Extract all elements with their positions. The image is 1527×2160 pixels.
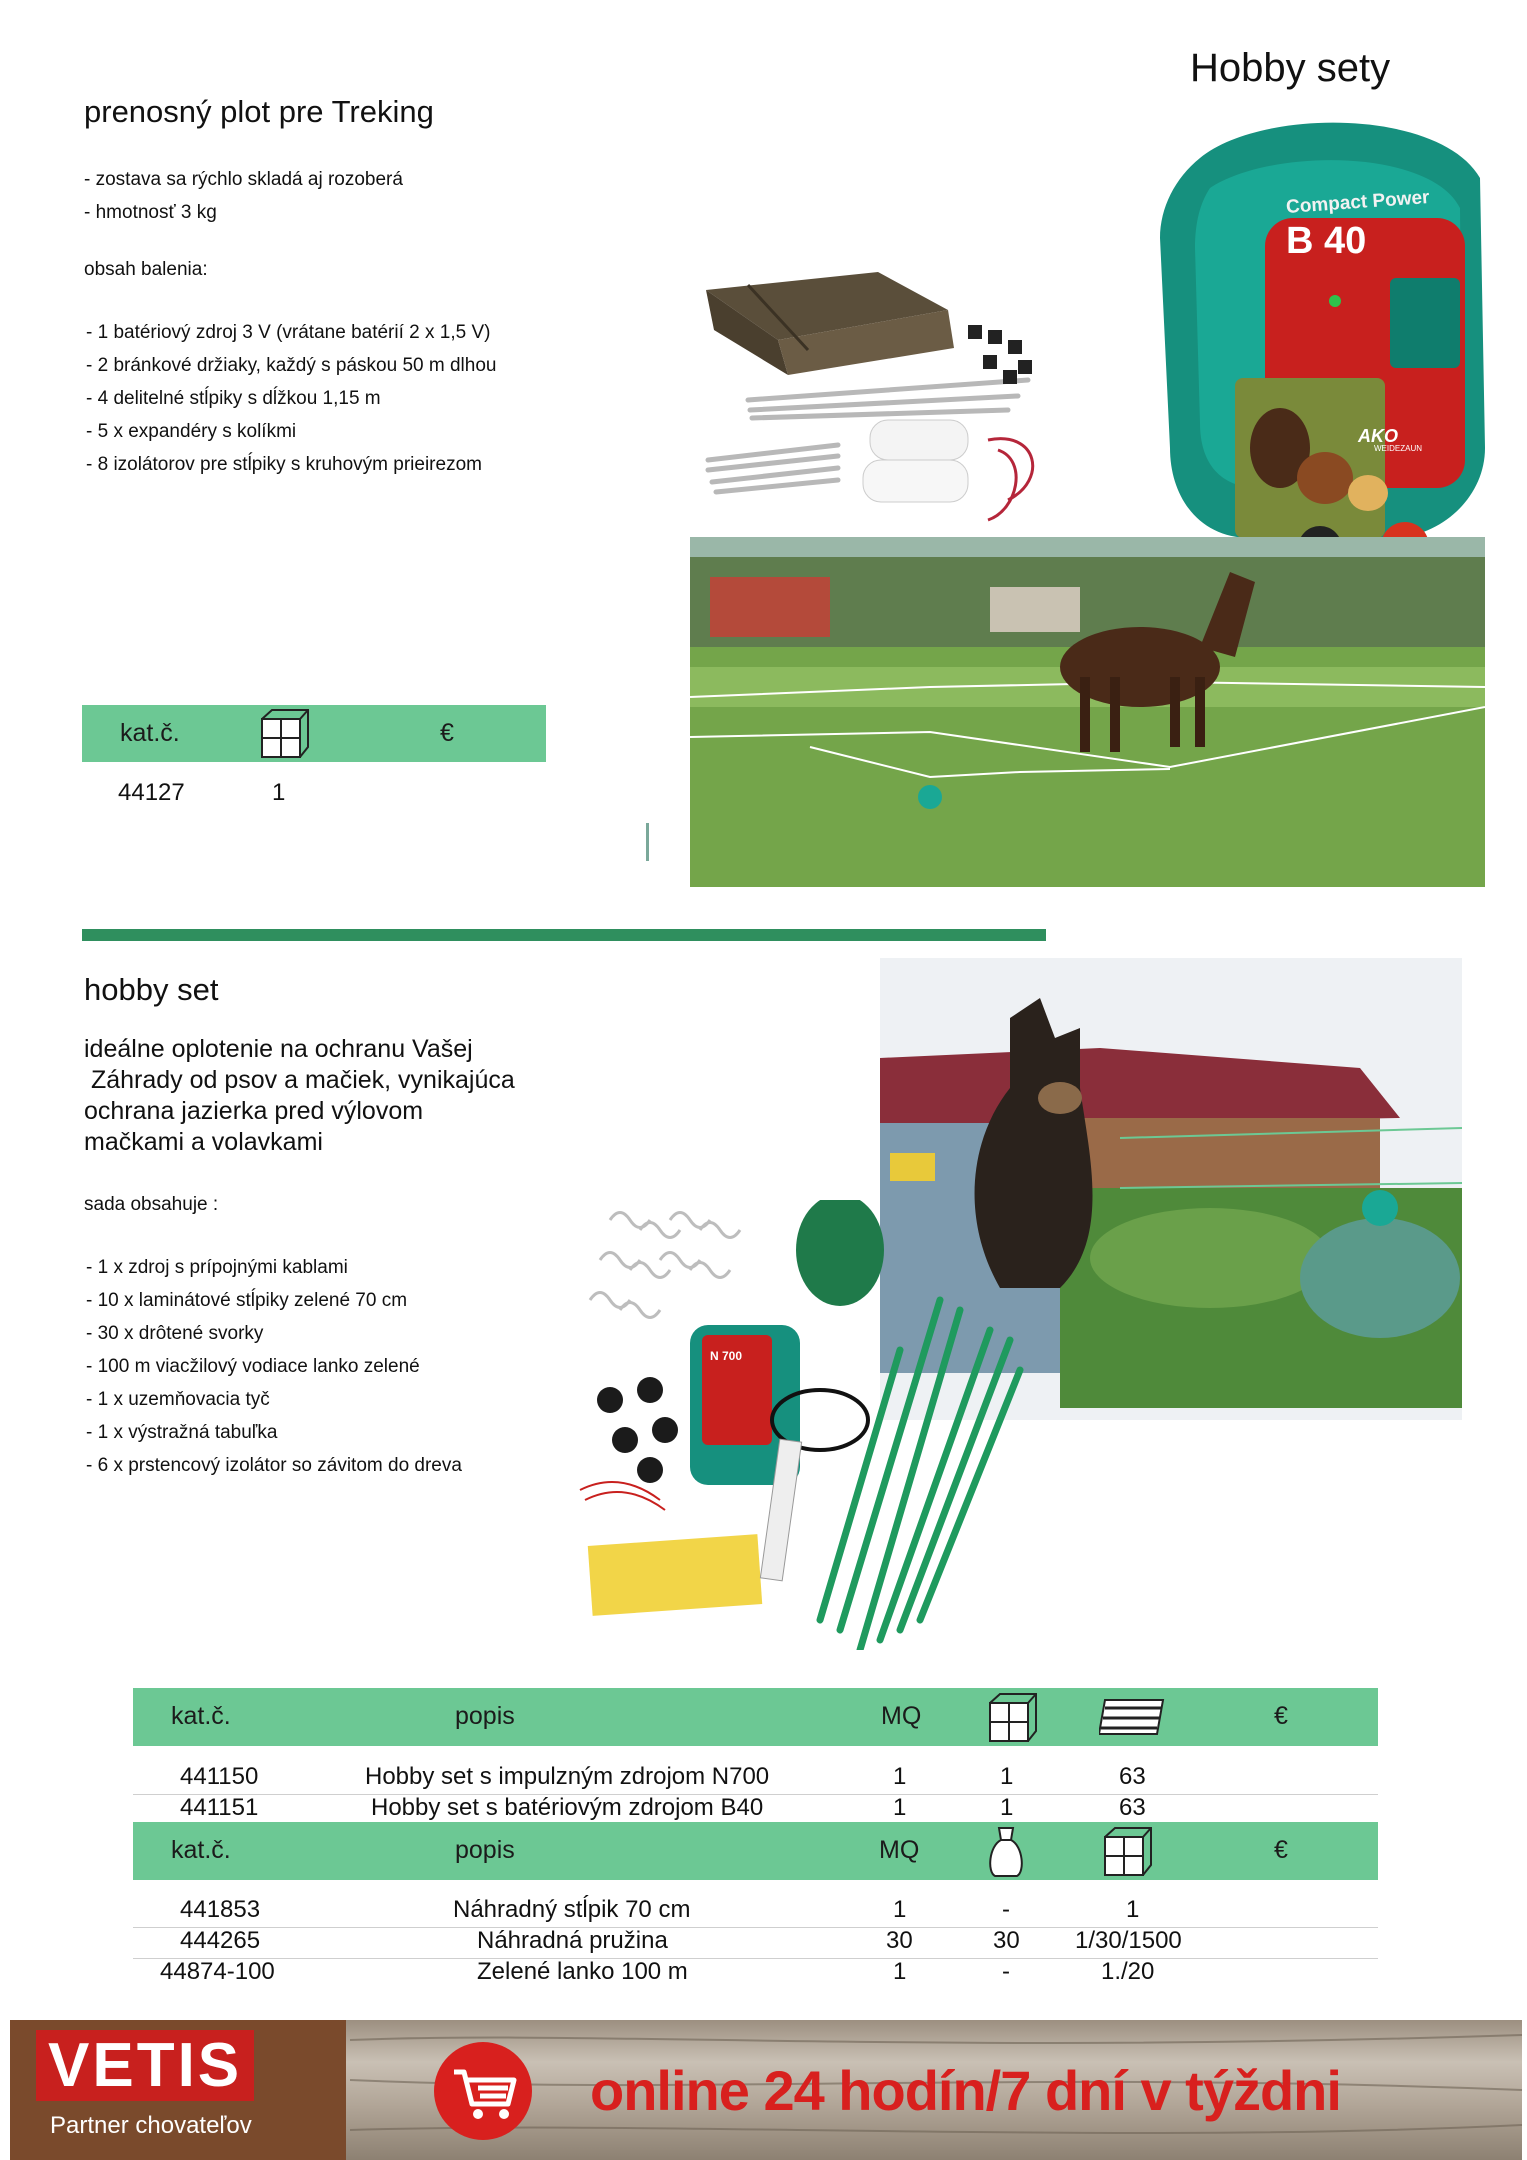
t2-row2-mq: 30 (886, 1927, 913, 1954)
t2-row1-mq: 1 (893, 1896, 907, 1923)
section2-description (84, 1034, 515, 1158)
t1-row1-kat: 441150 (180, 1763, 259, 1790)
header-popis: popis (455, 1702, 515, 1730)
device-n700-label: N 700 (710, 1349, 743, 1363)
table2-header (133, 1822, 1378, 1880)
vetis-logo: VETIS (36, 2030, 254, 2101)
list-item: - 1 x uzemňovacia tyč (86, 1389, 270, 1410)
t1-row1-mq: 1 (893, 1763, 907, 1790)
header-mq: MQ (881, 1702, 922, 1730)
header-kat: kat.č. (120, 719, 180, 747)
box-icon (258, 707, 312, 761)
header-popis: popis (455, 1836, 515, 1864)
description-line: mačkami a volavkami (84, 1128, 323, 1156)
cart-icon (434, 2042, 532, 2140)
vetis-tagline: Partner chovateľov (50, 2112, 252, 2139)
device-maker-sub: WEIDEZAUN (1374, 444, 1422, 453)
t1-row2-c5: 63 (1119, 1794, 1146, 1821)
header-price: € (1274, 1836, 1288, 1864)
section1-contents-label: obsah balenia: (84, 259, 208, 280)
header-kat: kat.č. (171, 1836, 231, 1864)
t1-row2-c4: 1 (1000, 1794, 1014, 1821)
section1-title: prenosný plot pre Treking (84, 94, 434, 129)
t2-row3-kat: 44874-100 (160, 1958, 275, 1985)
device-maker: AKO (1358, 426, 1398, 446)
vetis-logo-box (10, 2020, 346, 2160)
t2-row1-popis: Náhradný stĺpik 70 cm (453, 1896, 691, 1923)
section2-contents-label: sada obsahuje : (84, 1194, 219, 1215)
row-pack: 1 (272, 779, 286, 806)
list-item: - 2 bránkové držiaky, každý s páskou 50 m dlhou (86, 355, 497, 376)
t2-row3-popis: Zelené lanko 100 m (477, 1958, 688, 1985)
header-price: € (440, 719, 454, 747)
description-line: Záhrady od psov a mačiek, vynikajúca (84, 1066, 515, 1094)
t2-row1-kat: 441853 (180, 1896, 261, 1923)
t1-row2-mq: 1 (893, 1794, 907, 1821)
feature-item: - hmotnosť 3 kg (84, 202, 217, 223)
header-kat: kat.č. (171, 1702, 231, 1730)
pallet-icon (1099, 1696, 1165, 1738)
list-item: - 30 x drôtené svorky (86, 1323, 264, 1344)
t2-row2-kat: 444265 (180, 1927, 261, 1954)
section1-contents-list (86, 316, 496, 481)
device-model: B 40 (1286, 220, 1367, 262)
list-item: - 4 delitelné stĺpiky s dĺžkou 1,15 m (86, 388, 381, 409)
header-price: € (1274, 1702, 1288, 1730)
box-icon (986, 1691, 1040, 1745)
section-divider (82, 929, 1046, 941)
hobby-kit-illustration (540, 1200, 1100, 1650)
t2-row3-c5: 1./20 (1101, 1958, 1155, 1985)
section2-title: hobby set (84, 972, 219, 1007)
table-divider-mark (646, 823, 649, 861)
bag-icon (987, 1824, 1025, 1878)
t1-row1-c4: 1 (1000, 1763, 1014, 1790)
page-title: Hobby sety (1190, 46, 1391, 90)
row-divider (133, 1958, 1378, 1959)
t2-row2-c5: 1/30/1500 (1075, 1927, 1182, 1954)
b40-device-illustration (1140, 118, 1495, 583)
t2-row2-c4: 30 (993, 1927, 1020, 1954)
list-item: - 8 izolátorov pre stĺpiky s kruhovým prieirezom (86, 454, 482, 475)
t1-row1-c5: 63 (1119, 1763, 1146, 1790)
horse-field-photo (690, 537, 1485, 887)
list-item: - 1 x zdroj s prípojnými kablami (86, 1257, 348, 1278)
list-item: - 100 m viacžilový vodiace lanko zelené (86, 1356, 420, 1377)
treking-kit-illustration (688, 260, 1048, 540)
t2-row2-popis: Náhradná pružina (477, 1927, 668, 1954)
t2-row3-c4: - (1002, 1958, 1010, 1985)
section1-features (84, 163, 403, 229)
t2-row1-c4: - (1002, 1896, 1010, 1923)
t2-row1-c5: 1 (1126, 1896, 1140, 1923)
list-item: - 1 batériový zdroj 3 V (vrátane batérií 2 x 1,5 V) (86, 322, 491, 343)
device-brand: Compact Power (1285, 187, 1431, 218)
list-item: - 10 x laminátové stĺpiky zelené 70 cm (86, 1290, 408, 1311)
list-item: - 6 x prstencový izolátor so závitom do dreva (86, 1455, 462, 1476)
t1-row1-popis: Hobby set s impulzným zdrojom N700 (365, 1763, 770, 1790)
section2-contents-list (86, 1251, 462, 1482)
section1-table-header (82, 705, 546, 762)
feature-item: - zostava sa rýchlo skladá aj rozoberá (84, 169, 403, 190)
header-mq: MQ (879, 1836, 920, 1864)
description-line: ochrana jazierka pred výlovom (84, 1097, 424, 1125)
t2-row3-mq: 1 (893, 1958, 907, 1985)
table1-header (133, 1688, 1378, 1746)
list-item: - 1 x výstražná tabuľka (86, 1422, 278, 1443)
description-line: ideálne oplotenie na ochranu Vašej (84, 1035, 473, 1063)
row-kat: 44127 (118, 779, 185, 806)
box-icon (1101, 1825, 1155, 1879)
row-divider (133, 1927, 1378, 1928)
footer-slogan: online 24 hodín/7 dní v týždni (590, 2059, 1341, 2122)
t1-row2-popis: Hobby set s batériovým zdrojom B40 (371, 1794, 764, 1821)
footer-banner (10, 2020, 1522, 2160)
list-item: - 5 x expandéry s kolíkmi (86, 421, 297, 442)
t1-row2-kat: 441151 (180, 1794, 259, 1821)
